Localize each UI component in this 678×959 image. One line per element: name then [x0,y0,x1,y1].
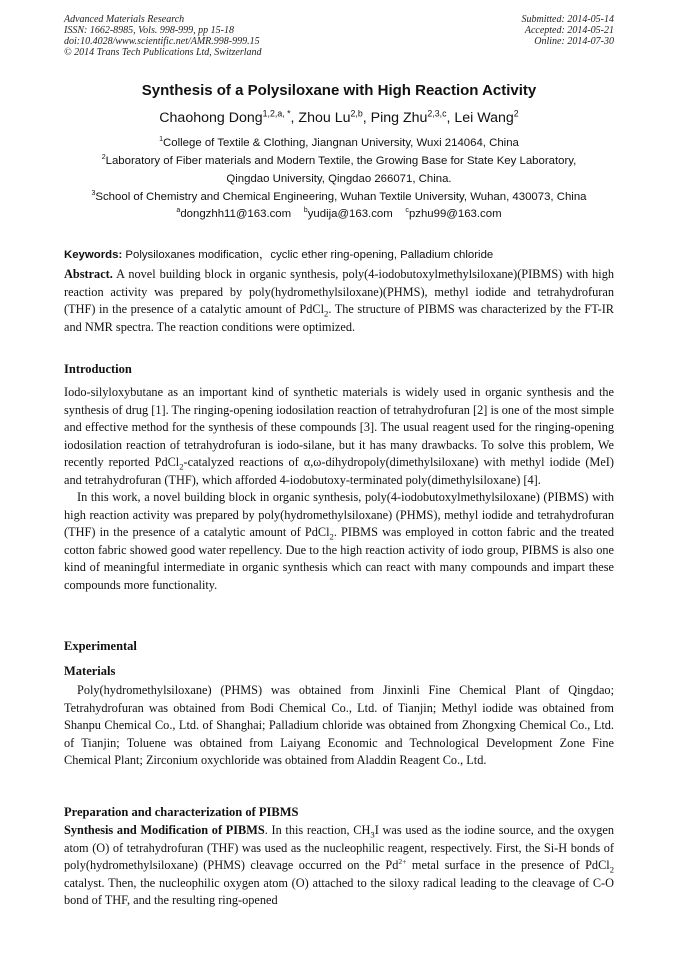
affiliation-3: $^3$School of Chemistry and Chemical Engineering, Wuhan Textile University, Wuhan, 430073, China [91,190,587,203]
affiliation-2-cont: Qingdao University, Qingdao 266071, China. [226,173,452,185]
affiliation-2: $^2$Laboratory of Fiber materials and Modern Textile, the Growing Base for State Key Laboratory, [101,154,577,167]
abstract-label: Abstract. [64,267,113,281]
preparation-heading: Preparation and characterization of PIBMS [64,805,299,819]
author-affiliation-marker: 2,3,c [427,108,447,119]
affiliation-1: $^1$College of Textile & Clothing, Jiangnan University, Wuxi 214064, China [159,136,519,149]
materials-heading: Materials [64,664,116,678]
email-link[interactable]: pzhu99@163.com [408,208,502,220]
keywords-label: Keywords: [64,249,123,261]
doi: doi:10.4028/www.scientific.net/AMR.998-999.15 [64,36,260,47]
author-name: Zhou Lu [298,110,351,126]
author-affiliation-marker: 2 [513,108,519,119]
keywords [64,246,493,262]
publication-dates [522,14,615,47]
accepted-date: Accepted: 2014-05-21 [524,25,614,36]
paper-title: Synthesis of a Polysiloxane with High Reaction Activity [141,82,537,99]
email-link[interactable]: yudija@163.com [307,208,393,220]
journal-info [64,14,262,58]
author-list: Chaohong Dong$^{1,2,a, *}$, Zhou Lu$^{2,b}$, Ping Zhu$^{2,3,c}$, Lei Wang$^2$ [159,108,519,126]
copyright: © 2014 Trans Tech Publications Ltd, Switzerland [64,47,262,58]
submitted-date: Submitted: 2014-05-14 [521,14,614,25]
experimental-heading: Experimental [64,639,137,653]
paragraph: In this work, a novel building block in organic synthesis, poly(4-iodobutoxylmethylsiloxane) (PIBMS) with high reaction activity was prepared by poly(hydromethylsiloxane) (PHMS), methyl iodide and tetrahydrofuran (THF) in the presence of a catalytic amount of PdCl$_2$. PIBMS was employed in cotton fabric and the treated cotton fabric showed good water repellency. Due to the high reaction activity of iodo group, PIBMS is also one kind of meaningful intermediate in organic synthesis which can react with many compounds and impart these compounds more functionality. [64,490,614,592]
paragraph: Iodo-silyloxybutane as an important kind of synthetic materials is widely used in organic synthesis and the synthesis of drug [1]. The ringing-opening iodosilation reaction of tetrahydrofuran [2] is one of the most simple and effective method for the synthesis of these compounds [3]. The usual reagent used for the ringing-opening iodosilation reaction of tetrahydrofuran is iodo-silane, but it has many drawbacks. To solve this problem, We recently reported PdCl$_2$-catalyzed reactions of α,ω-dihydropoly(dimethylsiloxane) with methyl iodide (MeI) and tetrahydrofuran (THF), which afforded 4-iodobutoxy-terminated poly(dimethylsiloxane) [4]. [64,385,614,487]
introduction-heading: Introduction [64,362,132,376]
author-affiliation-marker: 2,b [350,108,363,119]
synthesis-body [64,822,614,910]
keywords-text: Polysiloxanes modification，cyclic ether ring-opening, Palladium chloride [122,249,494,261]
author-affiliation-marker: 1,2,a, * [262,108,291,119]
issn: ISSN: 1662-8985, Vols. 998-999, pp 15-18 [64,25,234,36]
materials-body [64,682,614,770]
author-name: Ping Zhu [370,110,428,126]
abstract: Abstract. A novel building block in organic synthesis, poly(4-iodobutoxylmethylsiloxane)(PIBMS) with high reaction activity was prepared by poly(hydromethylsiloxane)(PHMS), methyl iodide and tetrahydrofuran (THF) in the presence of a catalytic amount of PdCl$_2$. The structure of PIBMS was characterized by the FT-IR and NMR spectra. The reaction conditions were optimized. [64,267,614,334]
introduction-body [64,384,614,594]
journal-name: Advanced Materials Research [64,14,185,25]
paragraph: Poly(hydromethylsiloxane) (PHMS) was obtained from Jinxinli Fine Chemical Plant of Qingdao; Tetrahydrofuran was obtained from Bodi Chemical Co., Ltd. of Tianjin; Methyl iodide was obtained from Shanpu Chemical Co., Ltd. of Shanghai; Palladium chloride was obtained from Zhongxing Chemical Co., Ltd. of Tianjin; Toluene was obtained from Laiyang Economic and Technological Development Zone Fine Chemical Plant; Zirconium oxychloride was obtained from Aladdin Reagent Co., Ltd. [64,683,614,767]
email-list: $^a$dongzhh11@163.com $^b$yudija@163.com $^c$pzhu99@163.com [176,207,502,220]
paragraph: Synthesis and Modification of PIBMS. In this reaction, $CH_3I$ was used as the iodine source, and the oxygen atom (O) of tetrahydrofuran (THF) was used as the nucleophilic reagent, respectively. First, the Si-H bonds of poly(hydromethylsiloxane) (PHMS) cleavage occurred on the $Pd^{2+}$ metal surface in the presence of PdCl$_2$ catalyst. Then, the nucleophilic oxygen atom (O) attached to the siloxy radical leading to the cleavage of C-O bond of THF, and the resulting ring-opened [64,823,614,907]
author-name: Lei Wang [454,110,514,126]
author-name: Chaohong Dong [159,110,263,126]
online-date: Online: 2014-07-30 [534,36,614,47]
synthesis-label: Synthesis and Modification of PIBMS [64,823,265,837]
email-link[interactable]: dongzhh11@163.com [180,208,292,220]
